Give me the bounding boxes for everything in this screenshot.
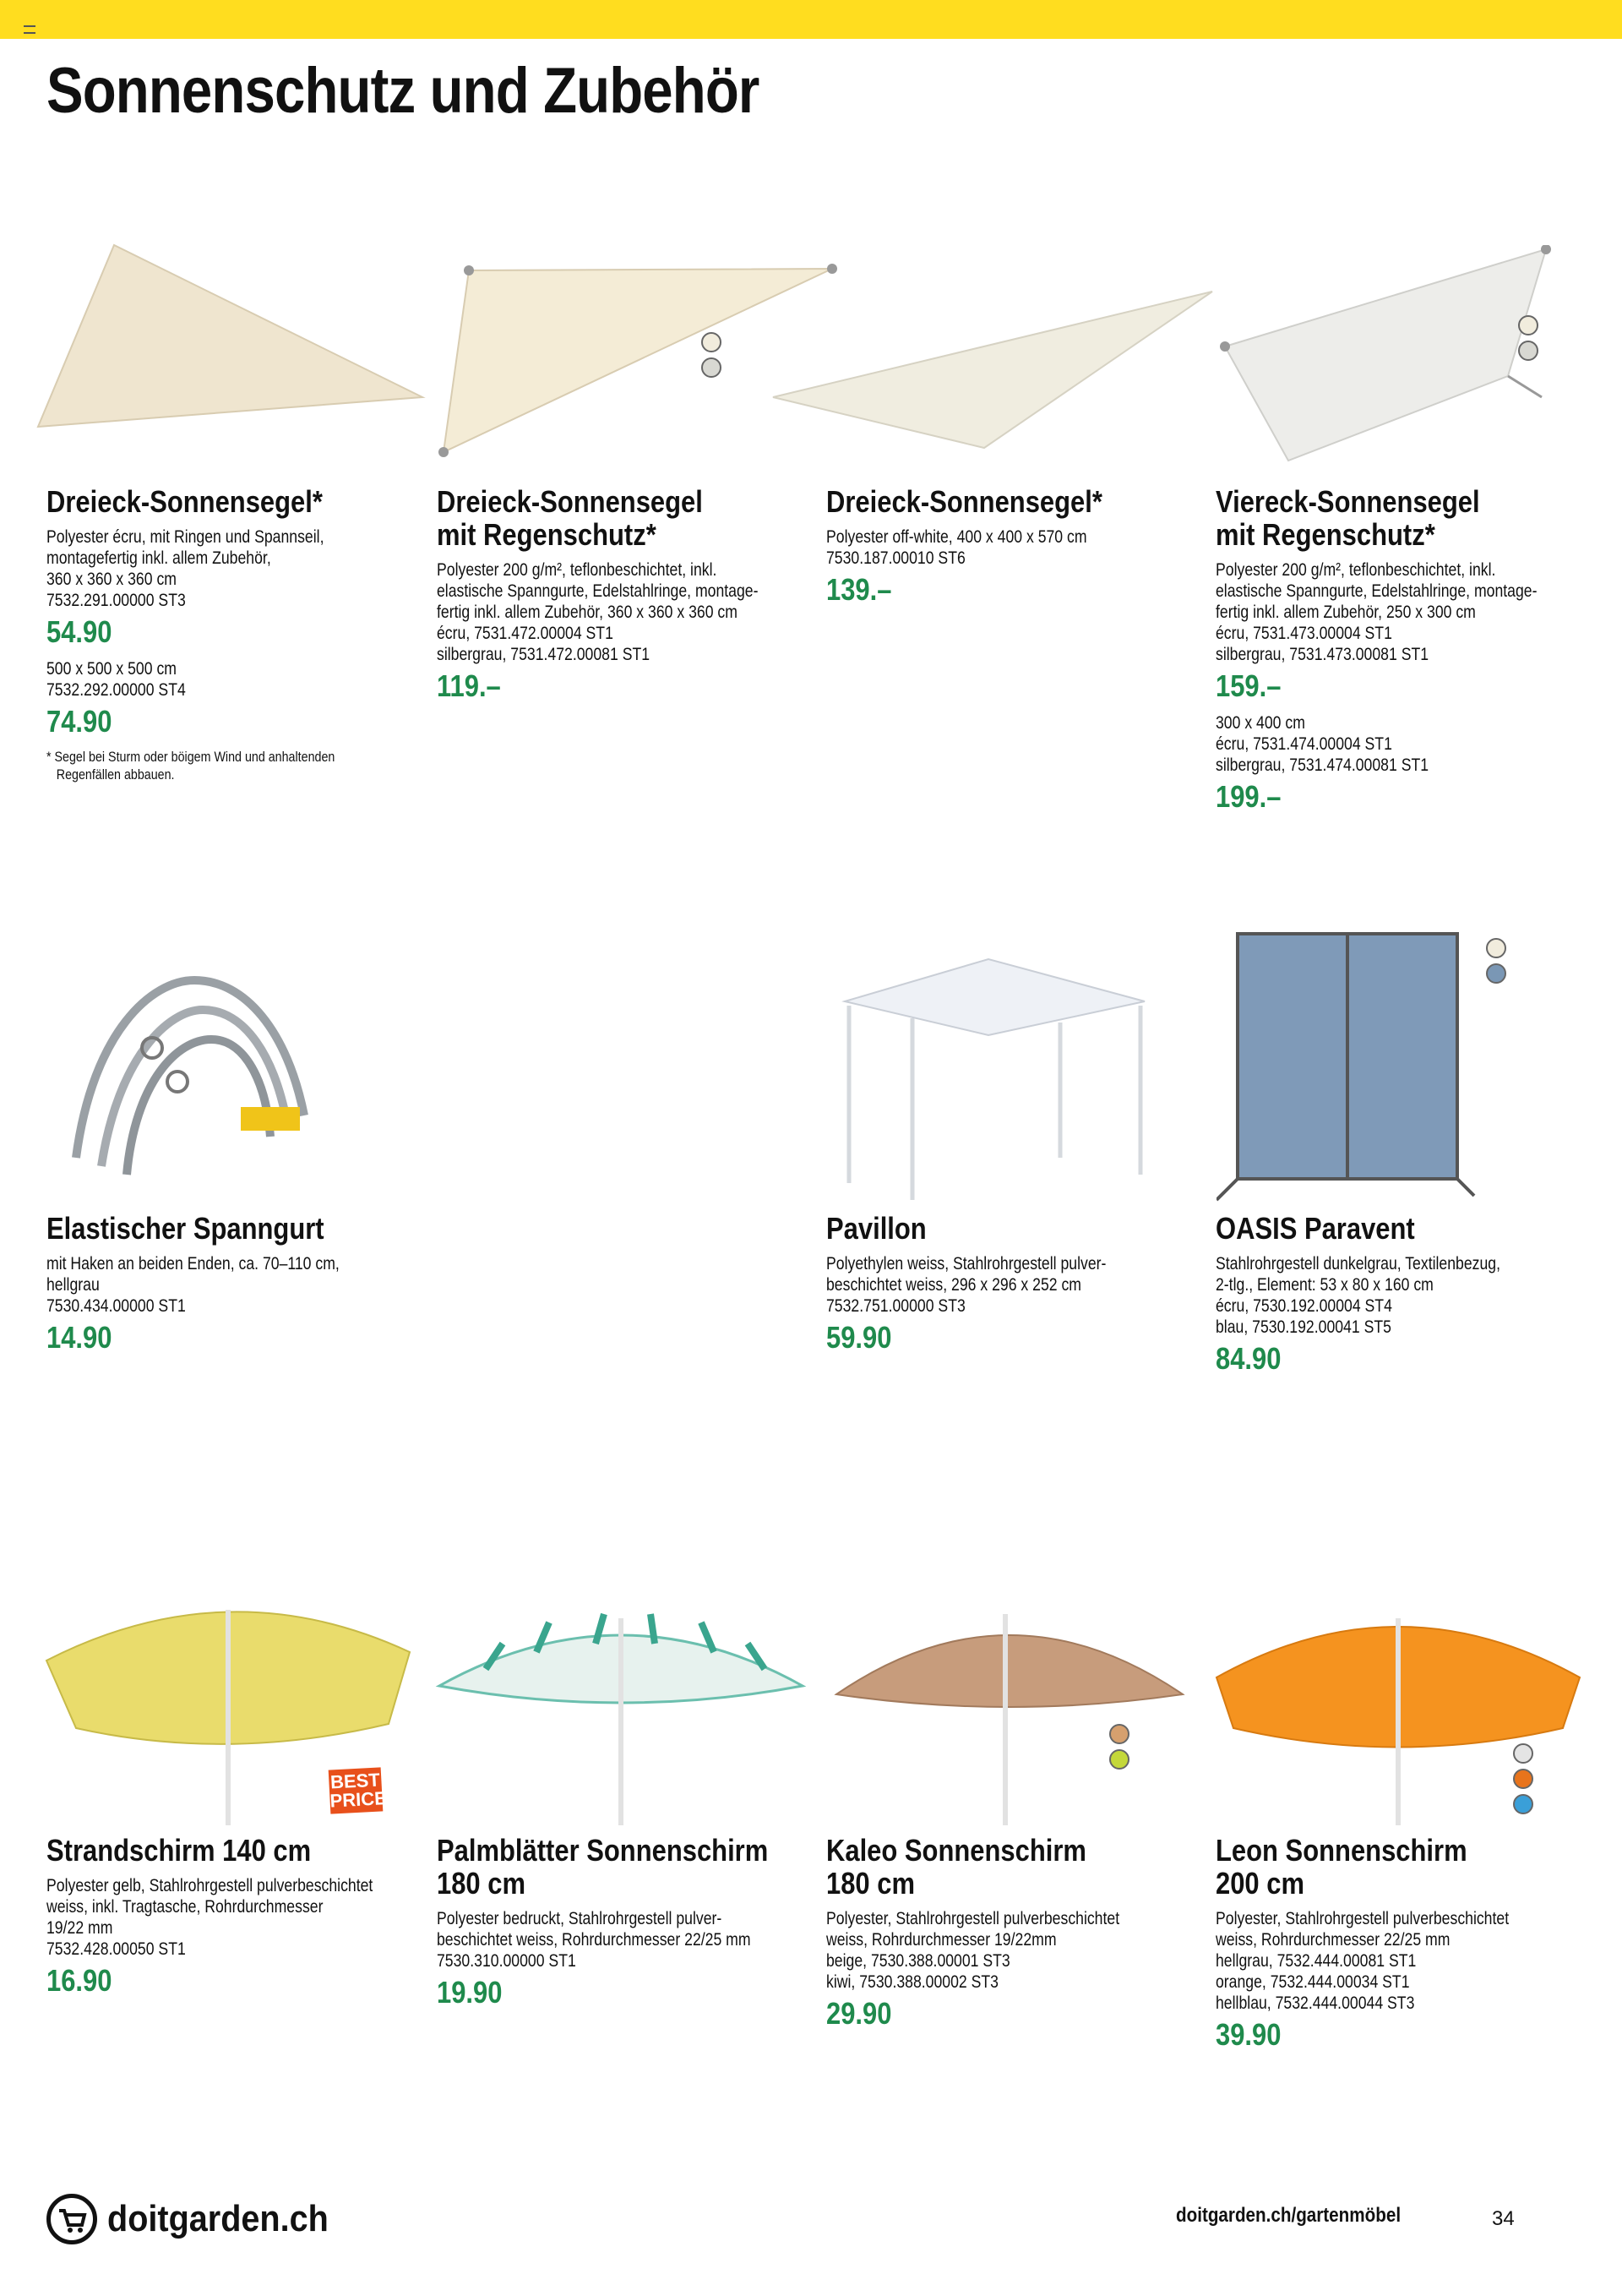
desc-line: Stahlrohrgestell dunkelgrau, Textilenbezug,	[1216, 1254, 1501, 1273]
desc-line: weiss, Rohrdurchmesser 19/22mm	[826, 1930, 1057, 1950]
desc-line: 7532.751.00000 ST3	[826, 1296, 966, 1316]
product-card	[437, 1834, 808, 2019]
desc-line: 300 x 400 cm	[1216, 713, 1305, 733]
desc-line: beige, 7530.388.00001 ST3	[826, 1951, 1010, 1971]
desc-line: écru, 7530.192.00004 ST4	[1216, 1296, 1392, 1316]
product-variant	[1216, 712, 1585, 776]
sail-triangle-ecru-image	[34, 237, 431, 448]
product-card	[826, 1212, 1198, 1364]
product-price: 14.90	[46, 1320, 112, 1355]
product-price: 19.90	[437, 1975, 503, 2010]
product-variant	[46, 658, 416, 701]
product-price-variant: 74.90	[46, 704, 112, 739]
product-name: Dreieck-Sonnensegel	[437, 484, 703, 519]
badge-line: BEST	[329, 1769, 381, 1793]
color-swatch	[1109, 1749, 1129, 1770]
product-description	[46, 1253, 416, 1317]
desc-line: écru, 7531.472.00004 ST1	[437, 624, 613, 643]
product-name: Pavillon	[826, 1211, 927, 1246]
desc-line: weiss, Rohrdurchmesser 22/25 mm	[1216, 1930, 1451, 1950]
product-card	[1216, 1834, 1587, 2061]
desc-line: silbergrau, 7531.472.00081 ST1	[437, 645, 650, 664]
elastic-strap-image	[51, 963, 329, 1192]
product-card	[437, 485, 808, 712]
product-description	[826, 526, 1195, 569]
desc-line: 19/22 mm	[46, 1918, 113, 1938]
desc-line: 7532.292.00000 ST4	[46, 680, 186, 700]
color-swatch	[701, 357, 721, 378]
desc-line: silbergrau, 7531.473.00081 ST1	[1216, 645, 1429, 664]
desc-line: Polyester, Stahlrohrgestell pulverbeschichtet	[826, 1909, 1120, 1928]
color-swatches	[1109, 1724, 1129, 1775]
desc-line: elastische Spanngurte, Edelstahlringe, montage-	[1216, 581, 1538, 601]
product-card	[46, 485, 418, 783]
product-name-line2: 180 cm	[826, 1866, 916, 1901]
product-description	[1216, 1908, 1585, 2014]
product-card	[1216, 1212, 1587, 1385]
product-name-line2: mit Regenschutz*	[437, 517, 656, 552]
desc-line: 7530.310.00000 ST1	[437, 1951, 576, 1971]
product-name: Strandschirm 140 cm	[46, 1833, 312, 1868]
product-description	[437, 559, 806, 665]
product-price: 29.90	[826, 1996, 892, 2031]
umbrella-palm-image	[435, 1593, 807, 1830]
desc-line: montagefertig inkl. allem Zubehör,	[46, 548, 271, 568]
product-price: 139.–	[826, 572, 892, 607]
desc-line: 7532.291.00000 ST3	[46, 591, 186, 610]
color-swatch	[1513, 1794, 1533, 1814]
desc-line: Polyester gelb, Stahlrohrgestell pulverbeschichtet	[46, 1876, 373, 1895]
product-price: 16.90	[46, 1963, 112, 1998]
product-name: Viereck-Sonnensegel	[1216, 484, 1480, 519]
product-price-variant: 199.–	[1216, 779, 1282, 814]
product-name-line2: 200 cm	[1216, 1866, 1305, 1901]
desc-line: 7530.434.00000 ST1	[46, 1296, 186, 1316]
product-name: Dreieck-Sonnensegel*	[46, 484, 323, 519]
product-description	[826, 1908, 1195, 1993]
product-card	[826, 485, 1198, 616]
product-price: 119.–	[437, 668, 501, 703]
product-description	[1216, 559, 1585, 665]
product-price: 59.90	[826, 1320, 892, 1355]
pavilion-image	[828, 955, 1149, 1200]
desc-line: Polyester, Stahlrohrgestell pulverbeschichtet	[1216, 1909, 1510, 1928]
desc-line: blau, 7530.192.00041 ST5	[1216, 1317, 1391, 1337]
product-card	[46, 1212, 418, 1364]
desc-line: 500 x 500 x 500 cm	[46, 659, 177, 679]
brand-name: doitgarden.ch	[107, 2198, 329, 2239]
product-card	[46, 1834, 418, 2007]
product-description	[437, 1908, 806, 1972]
product-name-line2: mit Regenschutz*	[1216, 517, 1435, 552]
desc-line: kiwi, 7530.388.00002 ST3	[826, 1972, 999, 1992]
color-swatch	[1513, 1769, 1533, 1789]
product-description	[46, 526, 416, 611]
desc-line: hellblau, 7532.444.00044 ST3	[1216, 1993, 1415, 2013]
product-description	[826, 1253, 1195, 1317]
desc-line: fertig inkl. allem Zubehör, 250 x 300 cm	[1216, 603, 1476, 622]
product-description	[1216, 1253, 1585, 1338]
sail-square-rain-image	[1216, 245, 1554, 473]
footer-logo[interactable]	[46, 2194, 353, 2244]
umbrella-straw-image	[832, 1593, 1187, 1830]
product-description	[46, 1875, 416, 1960]
color-swatches	[1486, 938, 1506, 989]
product-price: 159.–	[1216, 668, 1282, 703]
desc-line: silbergrau, 7531.474.00081 ST1	[1216, 755, 1429, 775]
desc-line: beschichtet weiss, 296 x 296 x 252 cm	[826, 1275, 1082, 1295]
desc-line: hellgrau, 7532.444.00081 ST1	[1216, 1951, 1417, 1971]
color-swatch	[1109, 1724, 1129, 1744]
footer-url-link[interactable]: doitgarden.ch/gartenmöbel	[1176, 2204, 1402, 2227]
product-card	[1216, 485, 1587, 823]
best-price-badge	[329, 1767, 388, 1813]
product-name: Leon Sonnenschirm	[1216, 1833, 1467, 1868]
desc-line: Polyester 200 g/m², teflonbeschichtet, inkl.	[437, 560, 717, 580]
product-price: 39.90	[1216, 2017, 1282, 2052]
desc-line: 7530.187.00010 ST6	[826, 548, 966, 568]
badge-line: PRICE	[329, 1787, 388, 1812]
page-title: Sonnenschutz und Zubehör	[46, 55, 759, 127]
color-swatch	[701, 332, 721, 352]
note-line: * Segel bei Sturm oder böigem Wind und anhaltenden	[46, 749, 335, 765]
desc-line: Polyester 200 g/m², teflonbeschichtet, inkl.	[1216, 560, 1496, 580]
color-swatches	[1518, 315, 1538, 366]
color-swatch	[1513, 1743, 1533, 1764]
desc-line: weiss, inkl. Tragtasche, Rohrdurchmesser	[46, 1897, 324, 1917]
desc-line: fertig inkl. allem Zubehör, 360 x 360 x 360 cm	[437, 603, 738, 622]
desc-line: Polyethylen weiss, Stahlrohrgestell pulver-	[826, 1254, 1107, 1273]
desc-line: orange, 7532.444.00034 ST1	[1216, 1972, 1410, 1992]
color-swatch	[1518, 315, 1538, 335]
desc-line: elastische Spanngurte, Edelstahlringe, montage-	[437, 581, 759, 601]
page-number: 34	[1492, 2207, 1515, 2230]
shopping-cart-icon	[46, 2194, 97, 2244]
sail-triangle-offwhite-image	[769, 287, 1216, 456]
desc-line: Polyester off-white, 400 x 400 x 570 cm	[826, 527, 1087, 547]
desc-line: 2-tlg., Element: 53 x 80 x 160 cm	[1216, 1275, 1434, 1295]
footnote	[46, 748, 416, 783]
paravent-image	[1216, 925, 1478, 1204]
product-price: 84.90	[1216, 1341, 1282, 1376]
product-name: Palmblätter Sonnenschirm	[437, 1833, 769, 1868]
desc-line: Polyester bedruckt, Stahlrohrgestell pulver-	[437, 1909, 722, 1928]
desc-line: 7532.428.00050 ST1	[46, 1939, 186, 1959]
desc-line: 360 x 360 x 360 cm	[46, 570, 177, 589]
desc-line: mit Haken an beiden Enden, ca. 70–110 cm,	[46, 1254, 340, 1273]
color-swatches	[1513, 1743, 1533, 1819]
color-swatch	[1486, 963, 1506, 984]
product-price: 54.90	[46, 614, 112, 649]
product-name: Elastischer Spanngurt	[46, 1211, 324, 1246]
desc-line: écru, 7531.473.00004 ST1	[1216, 624, 1392, 643]
product-name: Dreieck-Sonnensegel*	[826, 484, 1102, 519]
menu-mark-icon	[24, 25, 35, 34]
product-name: Kaleo Sonnenschirm	[826, 1833, 1086, 1868]
color-swatches	[701, 332, 721, 383]
product-card	[826, 1834, 1198, 2040]
product-name-line2: 180 cm	[437, 1866, 526, 1901]
desc-line: hellgrau	[46, 1275, 100, 1295]
desc-line: Polyester écru, mit Ringen und Spannseil,	[46, 527, 324, 547]
note-line: Regenfällen abbauen.	[56, 766, 175, 783]
top-color-bar	[0, 0, 1622, 39]
color-swatch	[1518, 341, 1538, 361]
desc-line: écru, 7531.474.00004 ST1	[1216, 734, 1392, 754]
color-swatch	[1486, 938, 1506, 958]
desc-line: beschichtet weiss, Rohrdurchmesser 22/25 mm	[437, 1930, 751, 1950]
product-name: OASIS Paravent	[1216, 1211, 1415, 1246]
